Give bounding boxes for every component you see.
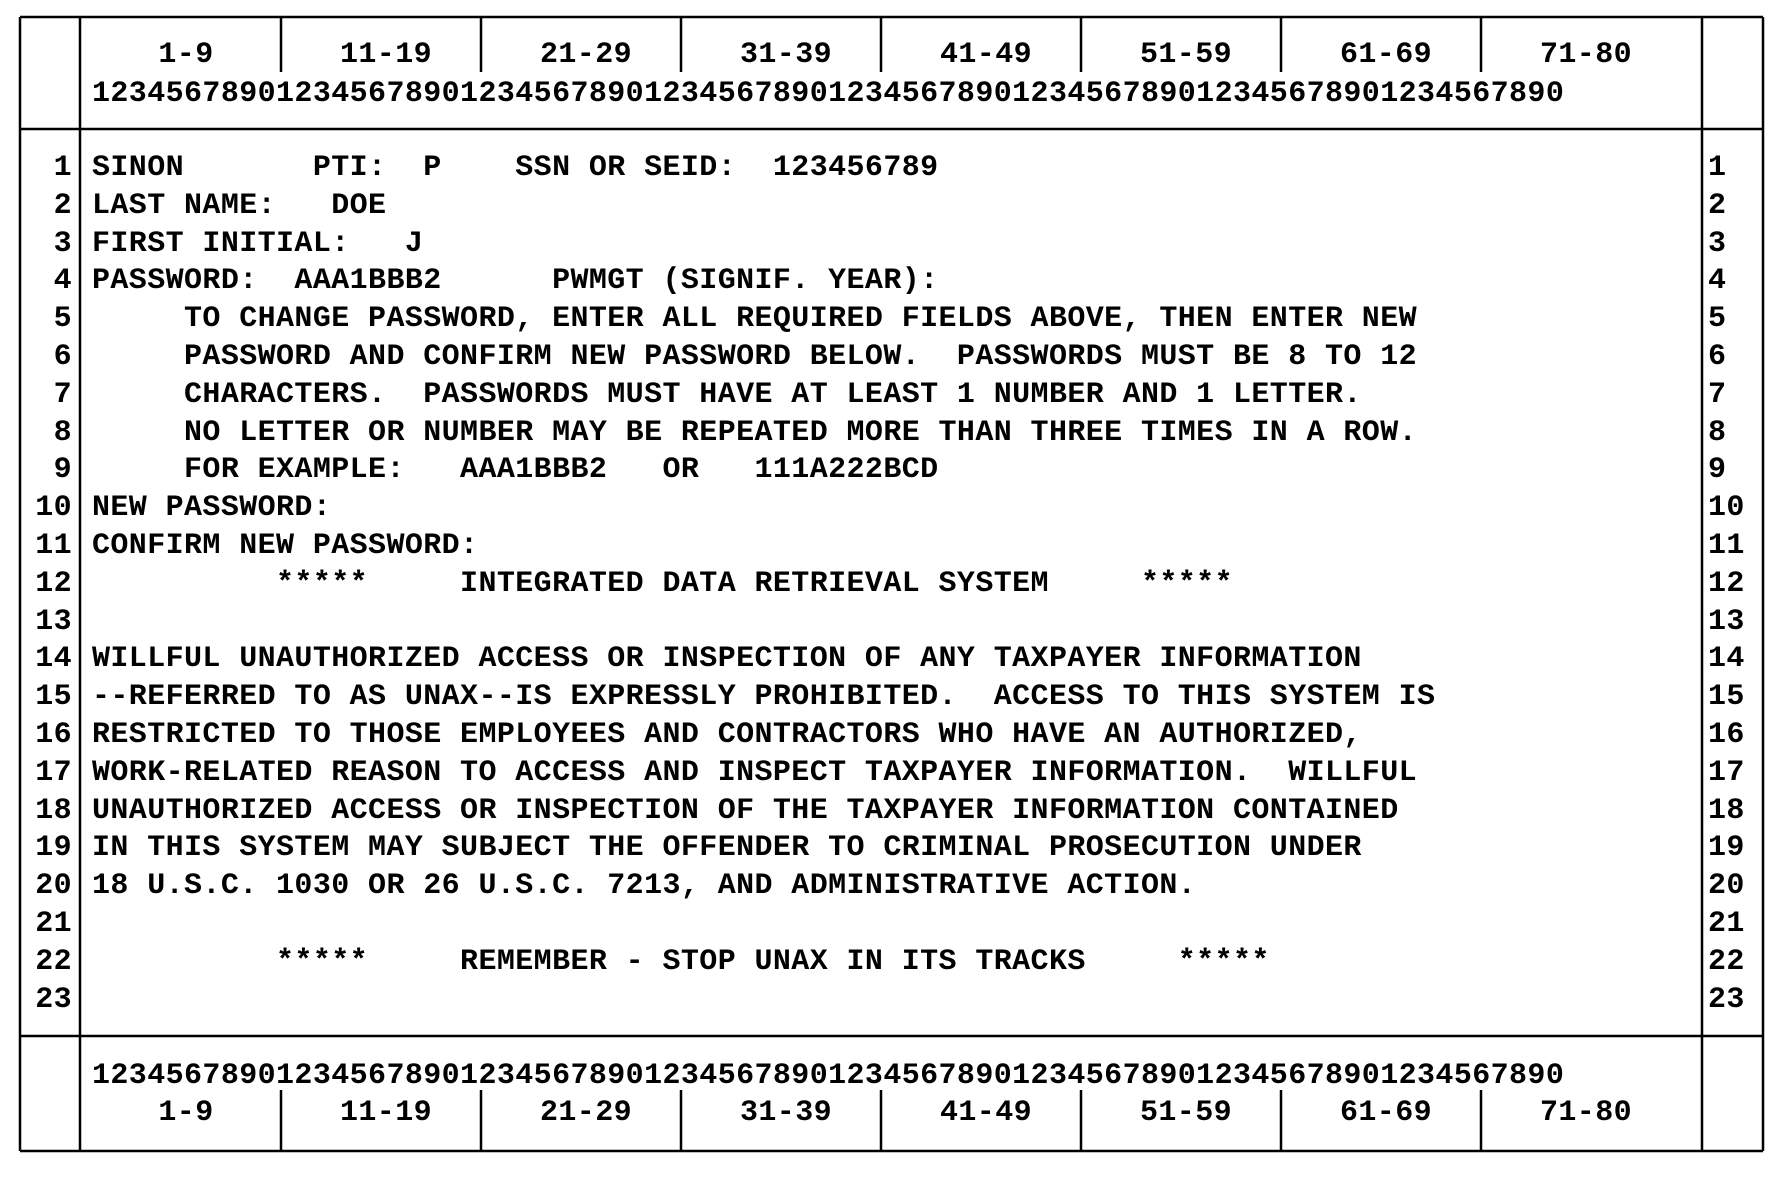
screen-line-text: FOR EXAMPLE: AAA1BBB2 OR 111A222BCD (92, 453, 939, 488)
line-number-right: 18 (1708, 793, 1745, 828)
line-number-right: 7 (1708, 377, 1727, 412)
line-number-left: 2 (53, 188, 72, 223)
screen-line-text: LAST NAME: DOE (92, 188, 387, 223)
range-label: 41-49 (939, 38, 1032, 72)
range-label: 1-9 (158, 38, 214, 72)
line-number-left: 9 (53, 453, 72, 488)
range-label: 1-9 (158, 1096, 214, 1130)
line-number-right: 5 (1708, 302, 1727, 337)
range-label: 31-39 (739, 38, 832, 72)
line-number-left: 15 (35, 680, 72, 715)
line-number-right: 14 (1708, 642, 1745, 677)
screen-line-text: PASSWORD: AAA1BBB2 PWMGT (SIGNIF. YEAR): (92, 264, 939, 299)
line-number-right: 3 (1708, 226, 1727, 261)
line-number-left: 20 (35, 869, 72, 904)
range-label: 61-69 (1339, 38, 1432, 72)
screen-line-text: UNAUTHORIZED ACCESS OR INSPECTION OF THE TAXPAYER INFORMATION CONTAINED (92, 793, 1399, 828)
screen-line-text: FIRST INITIAL: J (92, 226, 424, 261)
screen-line-text: NO LETTER OR NUMBER MAY BE REPEATED MORE THAN THREE TIMES IN A ROW. (92, 415, 1418, 450)
line-number-left: 10 (35, 491, 72, 526)
line-number-right: 6 (1708, 340, 1727, 374)
range-label: 21-29 (539, 1096, 632, 1130)
screen-line-text: SINON PTI: P SSN OR SEID: 123456789 (92, 151, 939, 185)
screen-line-text: ***** REMEMBER - STOP UNAX IN ITS TRACKS ***** (92, 944, 1270, 979)
line-number-left: 14 (35, 642, 72, 677)
line-number-right: 2 (1708, 188, 1727, 223)
line-number-right: 16 (1708, 718, 1745, 752)
line-number-right: 13 (1708, 604, 1745, 639)
line-number-left: 23 (35, 982, 72, 1017)
screen-line-text: WILLFUL UNAUTHORIZED ACCESS OR INSPECTION OF ANY TAXPAYER INFORMATION (92, 642, 1362, 677)
top-digit-ruler: 12345678901234567890123456789012345678901234567890123456789012345678901234567890 (92, 77, 1565, 111)
line-number-right: 11 (1708, 529, 1745, 563)
line-number-left: 5 (53, 302, 72, 337)
line-number-left: 16 (35, 718, 72, 752)
line-number-left: 1 (53, 151, 72, 185)
screen-line-text: IN THIS SYSTEM MAY SUBJECT THE OFFENDER TO CRIMINAL PROSECUTION UNDER (92, 831, 1362, 866)
line-number-left: 18 (35, 793, 72, 828)
range-label: 41-49 (939, 1096, 1032, 1130)
range-label: 11-19 (339, 1096, 432, 1130)
line-number-left: 6 (53, 340, 72, 374)
line-number-right: 21 (1708, 907, 1745, 941)
range-label: 71-80 (1539, 38, 1632, 72)
line-number-left: 19 (35, 831, 72, 866)
line-number-left: 13 (35, 604, 72, 639)
screen-line-text: RESTRICTED TO THOSE EMPLOYEES AND CONTRACTORS WHO HAVE AN AUTHORIZED, (92, 718, 1362, 752)
line-number-left: 4 (53, 264, 72, 299)
range-label: 61-69 (1339, 1096, 1432, 1130)
line-number-left: 7 (53, 377, 72, 412)
range-label: 71-80 (1539, 1096, 1632, 1130)
line-number-left: 11 (35, 529, 72, 563)
screen-line-text: CHARACTERS. PASSWORDS MUST HAVE AT LEAST 1 NUMBER AND 1 LETTER. (92, 377, 1362, 412)
line-number-right: 17 (1708, 755, 1745, 790)
line-number-right: 15 (1708, 680, 1745, 715)
line-number-left: 22 (35, 944, 72, 979)
line-number-right: 4 (1708, 264, 1727, 299)
line-number-left: 3 (53, 226, 72, 261)
line-number-right: 8 (1708, 415, 1727, 450)
screen-line-text: PASSWORD AND CONFIRM NEW PASSWORD BELOW. PASSWORDS MUST BE 8 TO 12 (92, 340, 1418, 374)
line-number-right: 9 (1708, 453, 1727, 488)
line-number-right: 22 (1708, 944, 1745, 979)
line-number-right: 20 (1708, 869, 1745, 904)
range-label: 11-19 (339, 38, 432, 72)
screen-line-text: NEW PASSWORD: (92, 491, 332, 526)
range-label: 51-59 (1139, 1096, 1232, 1130)
screen-line-text: CONFIRM NEW PASSWORD: (92, 529, 479, 563)
range-label: 31-39 (739, 1096, 832, 1130)
line-number-right: 10 (1708, 491, 1745, 526)
line-number-right: 12 (1708, 566, 1745, 601)
range-label: 21-29 (539, 38, 632, 72)
screen-line-text: TO CHANGE PASSWORD, ENTER ALL REQUIRED FIELDS ABOVE, THEN ENTER NEW (92, 302, 1418, 337)
line-number-right: 19 (1708, 831, 1745, 866)
line-number-left: 17 (35, 755, 72, 790)
line-number-right: 1 (1708, 151, 1727, 185)
screen-line-text: --REFERRED TO AS UNAX--IS EXPRESSLY PROHIBITED. ACCESS TO THIS SYSTEM IS (92, 680, 1436, 715)
line-number-left: 12 (35, 566, 72, 601)
line-number-left: 21 (35, 907, 72, 941)
line-number-left: 8 (53, 415, 72, 450)
screen-line-text: 18 U.S.C. 1030 OR 26 U.S.C. 7213, AND ADMINISTRATIVE ACTION. (92, 869, 1197, 904)
screen-line-text: WORK-RELATED REASON TO ACCESS AND INSPECT TAXPAYER INFORMATION. WILLFUL (92, 755, 1418, 790)
screen-line-text: ***** INTEGRATED DATA RETRIEVAL SYSTEM ***** (92, 566, 1233, 601)
range-label: 51-59 (1139, 38, 1232, 72)
bottom-digit-ruler: 12345678901234567890123456789012345678901234567890123456789012345678901234567890 (92, 1059, 1565, 1093)
line-number-right: 23 (1708, 982, 1745, 1017)
